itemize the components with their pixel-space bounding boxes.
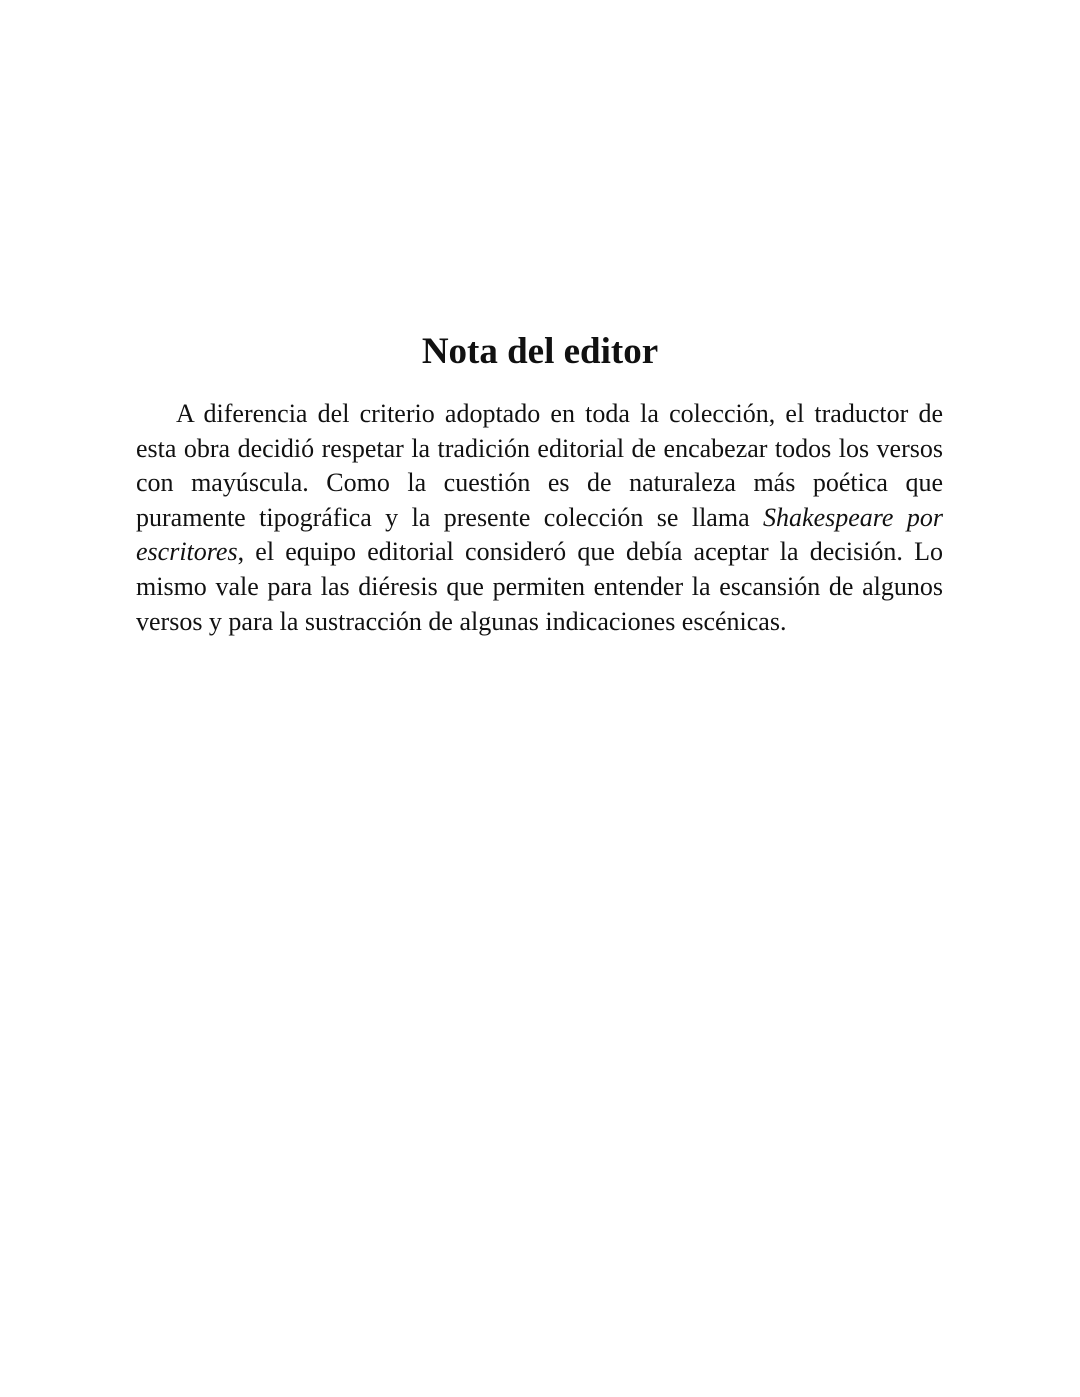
- note-paragraph: [136, 397, 943, 639]
- paragraph-text-start: A diferencia del criterio adoptado en toda la colección, el traductor de esta obra decidió respetar la tradición editorial de encabezar todos los versos con mayúscula. Como la cuestión es de naturaleza más poética que puramente tipográfica y la presente colección se llama: [136, 399, 943, 532]
- paragraph-text-end: , el equipo editorial consideró que debía aceptar la decisión. Lo mismo vale para las diéresis que permiten entender la escansión de algunos versos y para la sustracción de algunas indicaciones escénicas.: [136, 537, 943, 636]
- page-title: Nota del editor: [421, 331, 659, 372]
- collection-name: Shakespeare por escritores: [136, 502, 943, 567]
